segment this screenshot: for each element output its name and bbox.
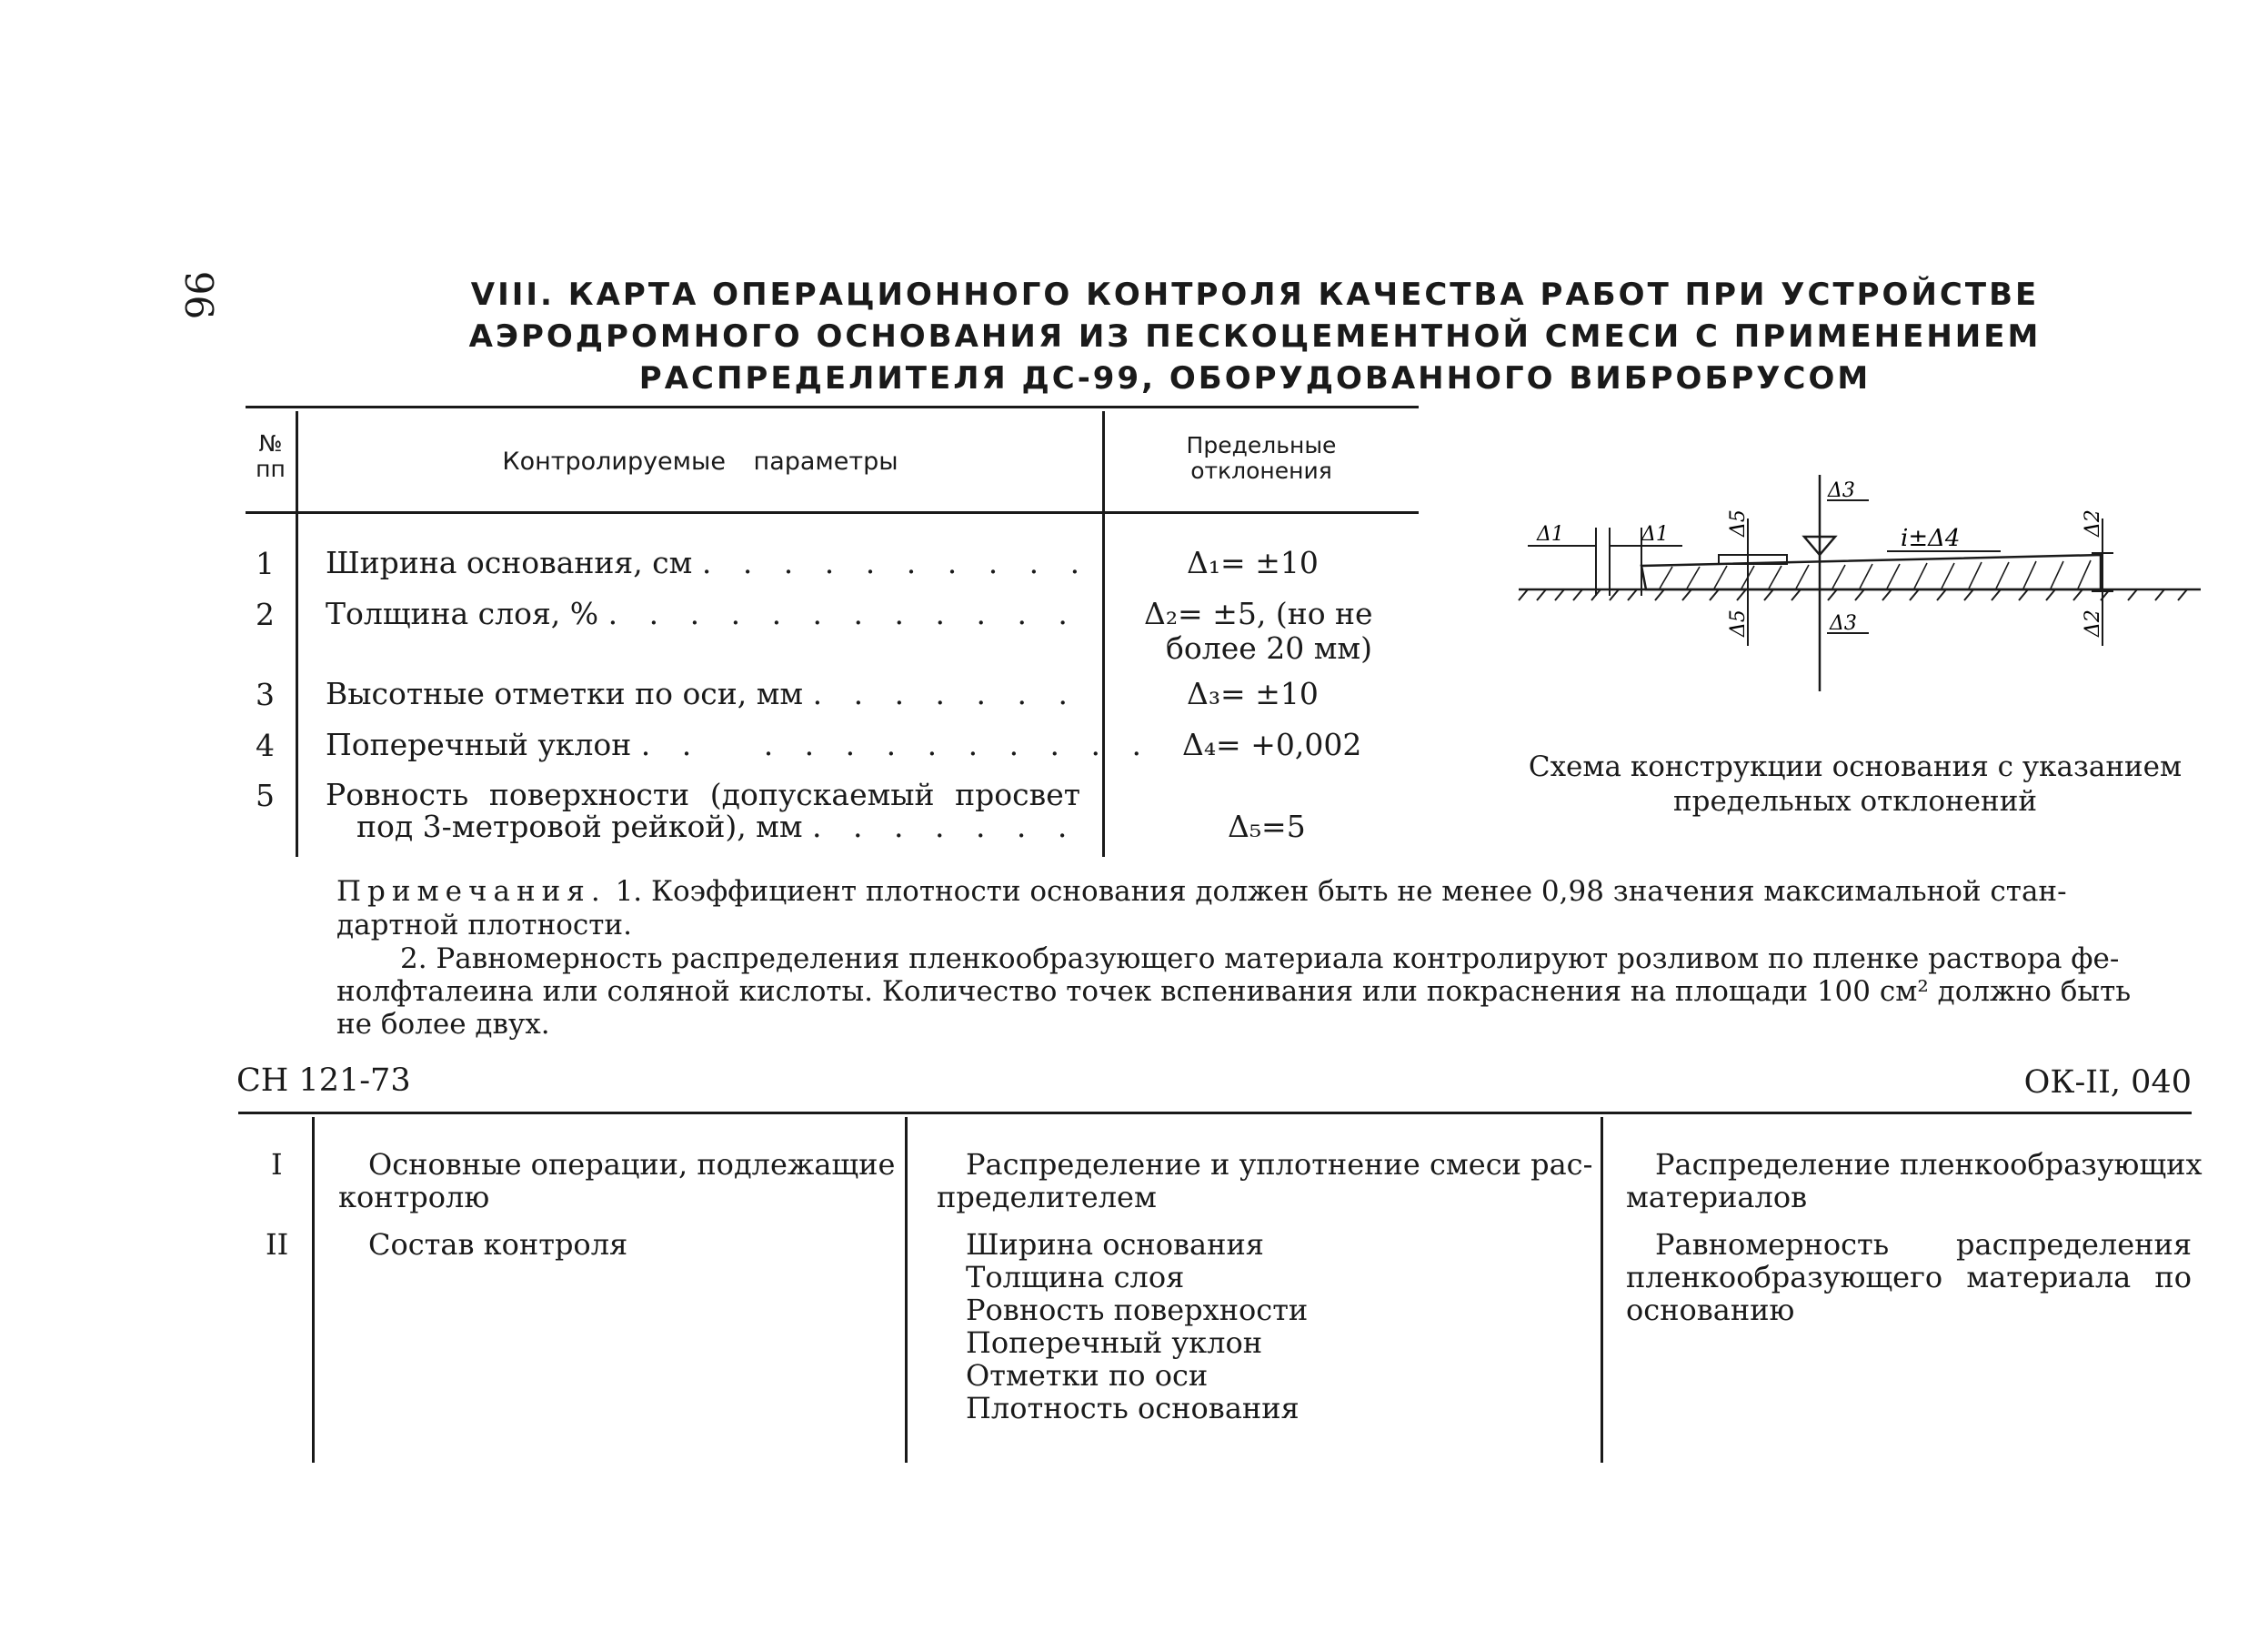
notes-heading: Примечания.: [336, 875, 607, 908]
note-2-cont2: не более двух.: [336, 1008, 550, 1041]
row-3-param: [326, 677, 1079, 711]
t2-row-1-col2-cont: пределителем: [937, 1180, 1157, 1214]
t2-row-2-col3: Равномерность распределения: [1655, 1227, 2192, 1262]
t2-row-1-label: Основные операции, подлежащие: [368, 1147, 896, 1182]
list-item: Поперечный уклон: [966, 1325, 1263, 1360]
header-num-line1: №: [258, 430, 283, 457]
table2-divider-3: [1601, 1117, 1603, 1463]
caption-line2: предельных отклонений: [1672, 785, 2038, 818]
table2-divider-2: [905, 1117, 908, 1463]
t2-row-1-col2: Распределение и уплотнение смеси рас-: [966, 1147, 1593, 1182]
row-3-num: 3: [256, 677, 275, 712]
list-item: Толщина слоя: [966, 1260, 1185, 1294]
table2-divider-1: [312, 1117, 315, 1463]
label-d2-bottom: Δ2: [2082, 609, 2104, 637]
title-line-3: РАСПРЕДЕЛИТЕЛЯ ДС-99, ОБОРУДОВАННОГО ВИБРОБРУСОМ: [638, 360, 1872, 397]
t2-row-2-col3-cont2: основанию: [1626, 1293, 1795, 1327]
note-2-cont: нолфталеина или соляной кислоты. Количество точек вспенивания или покраснения на площади 100 см² должно быть: [336, 975, 2132, 1008]
table-header-rule: [246, 511, 1419, 514]
table-top-rule: [246, 406, 1419, 408]
row-2-num: 2: [256, 597, 275, 632]
table2-top-rule: [238, 1112, 2192, 1114]
label-d3-top: Δ3: [1828, 479, 1855, 502]
table-divider-1: [296, 411, 298, 857]
row-5-param: Ровность поверхности (допускаемый просвет: [326, 777, 1080, 812]
row-5-tol: Δ₅=5: [1228, 809, 1306, 844]
row-1-num: 1: [256, 546, 275, 581]
row-1-dots: . . . . . . . . . .: [701, 545, 1091, 580]
label-d5-top: Δ5: [1727, 509, 1750, 537]
row-2-tol: Δ₂= ±5, (но не: [1144, 596, 1373, 631]
row-1-tol: Δ₁= ±10: [1187, 545, 1319, 580]
row-1-param-text: Ширина основания, см: [326, 545, 693, 580]
title-line-1: VIII. КАРТА ОПЕРАЦИОННОГО КОНТРОЛЯ КАЧЕСТВА РАБОТ ПРИ УСТРОЙСТВЕ: [470, 277, 2040, 313]
table-divider-2: [1102, 411, 1105, 857]
note-1-cont: дартной плотности.: [336, 909, 632, 941]
row-2-param-text: Толщина слоя, %: [326, 596, 599, 631]
row-3-tol: Δ₃= ±10: [1187, 676, 1319, 711]
label-slope: i±Δ4: [1901, 525, 1961, 552]
row-3-dots: . . . . . . .: [812, 676, 1079, 711]
doc-code-left: СН 121-73: [236, 1062, 411, 1099]
list-item: Ширина основания: [966, 1227, 1264, 1262]
note-2: 2. Равномерность распределения пленкообразующего материала контролируют розливом по пленке раствора фе-: [400, 942, 2120, 975]
t2-row-2-label: Состав контроля: [368, 1227, 628, 1262]
row-4-param-text: Поперечный уклон: [326, 727, 632, 762]
header-num-line2: пп: [256, 456, 286, 482]
header-num: [246, 431, 296, 482]
list-item: Ровность поверхности: [966, 1293, 1309, 1327]
label-d2-top: Δ2: [2082, 509, 2104, 537]
label-d1-left: Δ1: [1537, 523, 1564, 546]
t2-row-1-col3-cont: материалов: [1626, 1180, 1808, 1214]
row-2-param: [326, 597, 1079, 631]
row-2-tol-cont: более 20 мм): [1166, 630, 1372, 666]
row-4-tol: Δ₄= +0,002: [1182, 727, 1362, 762]
construction-diagram: [1510, 464, 2201, 700]
row-5-param-cont: [356, 810, 1078, 844]
row-5-num: 5: [256, 778, 275, 813]
caption-line1: Схема конструкции основания с указанием: [1528, 750, 2183, 783]
ground-hatching: [1519, 589, 2187, 600]
diagram-caption: [1510, 750, 2201, 819]
row-5-param-text2: под 3-метровой рейкой), мм: [356, 809, 803, 844]
t2-row-1-label-cont: контролю: [338, 1180, 490, 1214]
row-3-param-text: Высотные отметки по оси, мм: [326, 676, 804, 711]
t2-row-1-col3: Распределение пленкообразующих: [1655, 1147, 2203, 1182]
list-item: Плотность основания: [966, 1391, 1300, 1425]
t2-row-2-num: II: [266, 1227, 289, 1262]
header-tolerances: [1107, 433, 1416, 484]
row-5-dots: . . . . . . .: [812, 809, 1079, 844]
label-d3-bottom: Δ3: [1830, 612, 1857, 635]
list-item: Отметки по оси: [966, 1358, 1209, 1393]
row-1-param: [326, 546, 1090, 580]
t2-row-2-col2-list: [966, 1228, 1308, 1425]
page-number: 96: [176, 270, 222, 320]
header-params: Контролируемые параметры: [502, 448, 898, 476]
title-line-2: АЭРОДРОМНОГО ОСНОВАНИЯ ИЗ ПЕСКОЦЕМЕНТНОЙ СМЕСИ С ПРИМЕНЕНИЕМ: [468, 318, 2042, 355]
doc-code-right: ОК-II, 040: [2023, 1064, 2192, 1101]
t2-row-1-num: I: [271, 1147, 283, 1182]
header-tol-line1: Предельные: [1186, 432, 1337, 458]
label-d5-bottom: Δ5: [1727, 609, 1750, 637]
row-2-dots: . . . . . . . . . . . .: [607, 596, 1079, 631]
t2-row-2-col3-cont: пленкообразующего материала по: [1626, 1260, 2192, 1294]
row-4-num: 4: [256, 728, 275, 763]
label-d1-right: Δ1: [1641, 523, 1669, 546]
row-4-param: [326, 728, 1152, 762]
row-4-dots: . . . . . . . . . . . .: [640, 727, 1153, 762]
note-1-text: 1. Коэффициент плотности основания должен быть не менее 0,98 значения максимальной стан-: [615, 875, 2067, 908]
header-tol-line2: отклонения: [1190, 458, 1332, 484]
note-1: [336, 875, 2192, 908]
